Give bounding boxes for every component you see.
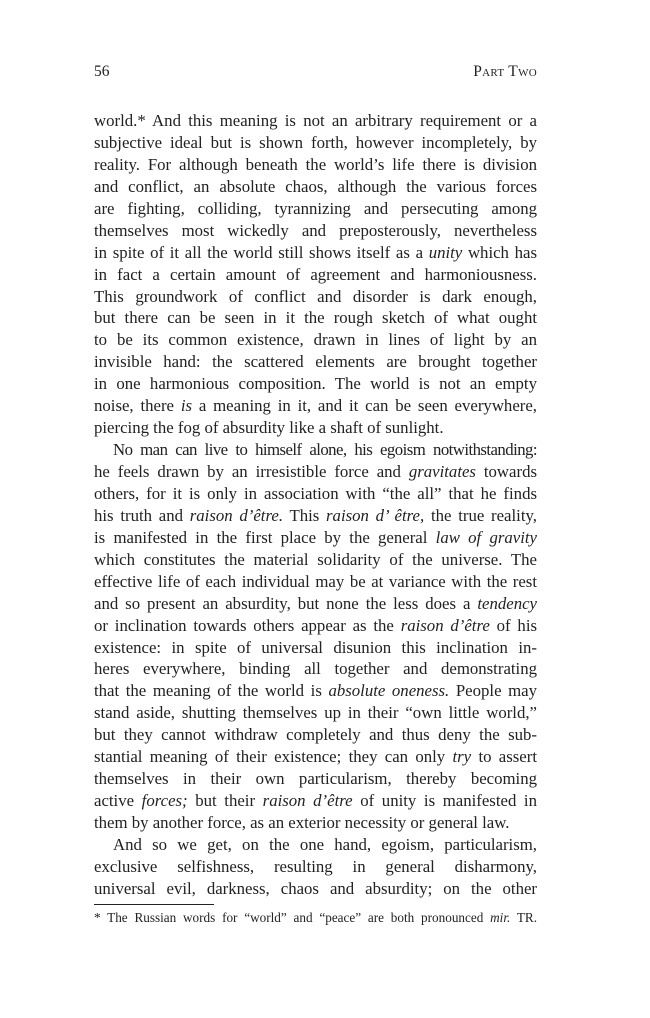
- text-segment: active: [94, 791, 142, 811]
- text-line: but they cannot withdraw completely and thus deny the sub-: [94, 725, 537, 745]
- text-line: invisible hand: the scattered elements are brought together: [94, 352, 537, 372]
- text-line: stand aside, shutting themselves up in their “own little world,”: [94, 703, 537, 723]
- text-line: world.* And this meaning is not an arbitrary requirement or a: [94, 111, 537, 130]
- italic-text: unity: [428, 242, 463, 262]
- text-segment: a meaning in it, and it can be seen everywhere,: [192, 396, 538, 416]
- text-line: [94, 615, 537, 637]
- text-line: [94, 790, 537, 812]
- text-line: are fighting, colliding, tyrannizing and persecuting among: [94, 198, 537, 218]
- text-line: and conflict, an absolute chaos, although the various forces: [94, 176, 537, 196]
- text-line: heres everywhere, binding all together and demonstrating: [94, 659, 537, 679]
- footnote-text: * The Russian words for “world” and “peace” are both pronounced: [94, 910, 491, 925]
- text-segment: noise, there: [94, 396, 181, 416]
- text-line: to be its common existence, drawn in lines of light by an: [94, 330, 537, 350]
- italic-text: raison d’être: [400, 615, 490, 635]
- text-line: [94, 395, 537, 417]
- italic-text: raison d’être: [262, 791, 353, 811]
- body-text: [94, 110, 537, 900]
- text-line: themselves most wickedly and preposterously, nevertheless: [94, 220, 537, 240]
- text-line: subjective ideal but is shown forth, however incompletely, by: [94, 132, 537, 152]
- running-head: Part Two: [473, 63, 537, 80]
- text-segment: he feels drawn by an irresistible force and: [94, 462, 409, 481]
- text-line: but there can be seen in it the rough sketch of what ought: [94, 308, 537, 328]
- paragraph: [94, 439, 537, 834]
- italic-text: raison d’ être,: [326, 505, 425, 525]
- text-line: exclusive selfishness, resulting in general disharmony,: [94, 856, 537, 876]
- text-line: in fact a certain amount of agreement and harmoniousness.: [94, 264, 537, 284]
- text-line: in one harmonious composition. The world is not an empty: [94, 374, 537, 394]
- text-line: existence: in spite of universal disunion this inclination in-: [94, 637, 537, 657]
- text-line: others, for it is only in association with “the all” that he finds: [94, 483, 537, 503]
- page-number: 56: [94, 63, 110, 80]
- text-segment: to assert: [471, 747, 537, 767]
- text-line: [94, 505, 537, 527]
- page-header: [94, 63, 537, 85]
- footnote-rule: [94, 904, 214, 905]
- italic-text: forces;: [141, 791, 188, 811]
- italic-text: absolute oneness.: [328, 681, 450, 701]
- italic-text: try: [452, 747, 472, 767]
- footnote-suffix: TR.: [510, 910, 537, 925]
- text-segment: People may: [449, 681, 538, 701]
- text-segment: of unity is manifested in: [352, 791, 537, 811]
- text-segment: which has: [462, 242, 537, 262]
- text-segment: that the meaning of the world is: [94, 681, 329, 701]
- text-line: And so we get, on the one hand, egoism, particularism,: [113, 834, 537, 854]
- text-line: [94, 461, 537, 483]
- italic-text: tendency: [477, 593, 537, 613]
- text-line: piercing the fog of absurdity like a shaft of sunlight.: [94, 418, 444, 438]
- text-line: [94, 593, 537, 615]
- text-segment: or inclination towards others appear as the: [94, 615, 401, 635]
- text-segment: of his: [489, 615, 538, 635]
- footnote: [94, 909, 537, 927]
- italic-text: is: [180, 396, 193, 416]
- text-line: which constitutes the material solidarity of the universe. The: [94, 549, 537, 569]
- text-line: effective life of each individual may be at variance with the rest: [94, 571, 537, 591]
- text-line: reality. For although beneath the world’s life there is division: [94, 154, 537, 174]
- italic-text: law of gravity: [435, 527, 537, 547]
- text-segment: is manifested in the first place by the general: [94, 527, 436, 547]
- text-line: [94, 242, 537, 264]
- text-segment: but their: [187, 791, 263, 811]
- text-segment: stantial meaning of their existence; they can only: [94, 747, 453, 767]
- text-line: themselves in their own particularism, thereby becoming: [94, 769, 537, 789]
- italic-text: gravitates: [408, 462, 476, 481]
- text-segment: the true reality,: [424, 505, 537, 525]
- text-segment: This: [283, 505, 327, 525]
- paragraph: [94, 834, 537, 900]
- text-line: them by another force, as an exterior necessity or general law.: [94, 813, 510, 832]
- text-segment: towards: [475, 462, 538, 481]
- text-line: This groundwork of conflict and disorder is dark enough,: [94, 286, 537, 306]
- text-segment: in spite of it all the world still shows itself as a: [94, 242, 429, 262]
- italic-text: raison d’être.: [189, 505, 284, 525]
- text-segment: his truth and: [94, 505, 190, 525]
- paragraph: [94, 110, 537, 439]
- text-line: No man can live to himself alone, his egoism notwithstanding:: [113, 440, 537, 460]
- text-line: [94, 680, 537, 702]
- text-line: universal evil, darkness, chaos and absurdity; on the other: [94, 878, 537, 898]
- text-line: [94, 527, 537, 549]
- text-segment: and so present an absurdity, but none the less does a: [94, 593, 478, 613]
- text-line: [94, 746, 537, 768]
- footnote-italic: mir.: [490, 910, 511, 925]
